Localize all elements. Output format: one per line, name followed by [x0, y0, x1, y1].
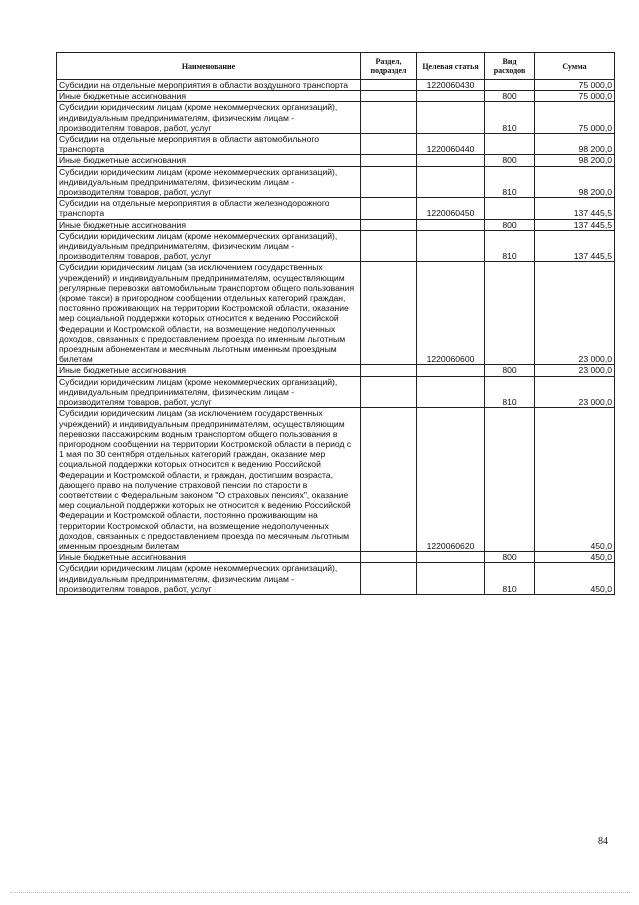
table-row [57, 198, 615, 219]
cell-razdel [361, 155, 417, 166]
cell-target [417, 219, 485, 230]
cell-sum: 75 000,0 [535, 80, 615, 91]
table-row [57, 552, 615, 563]
table-row [57, 102, 615, 134]
cell-name: Субсидии юридическим лицам (кроме некоммерческих организаций), индивидуальным предпринимателям, физическим лицам - производителям товаров, работ, услуг [57, 230, 361, 262]
cell-target [417, 230, 485, 262]
header-sum: Сумма [535, 53, 615, 80]
cell-vid: 810 [485, 166, 535, 198]
cell-razdel [361, 166, 417, 198]
cell-sum: 450,0 [535, 563, 615, 595]
cell-target: 1220060600 [417, 262, 485, 365]
cell-target: 1220060450 [417, 198, 485, 219]
cell-vid: 810 [485, 230, 535, 262]
cell-target [417, 552, 485, 563]
cell-razdel [361, 552, 417, 563]
cell-name: Иные бюджетные ассигнования [57, 552, 361, 563]
cell-sum: 137 445,5 [535, 219, 615, 230]
cell-name: Субсидии юридическим лицам (за исключением государственных учреждений) и индивидуальным предпринимателям, осуществляющим регулярные перевозки автомобильным транспортом общего пользования (кроме такси) в пригородном сообщении отдельных категорий граждан, постоянно проживающих на территории Костромской области, оказание мер социальной поддержки которых относится к ведению Российской Федерации и Костромской области, на возмещение недополученных доходов, связанных с предоставлением проезда по именным льготным проездным абонементам и месячным льготным именным проездным билетам [57, 262, 361, 365]
cell-name: Иные бюджетные ассигнования [57, 365, 361, 376]
cell-razdel [361, 365, 417, 376]
table-row [57, 219, 615, 230]
cell-sum: 23 000,0 [535, 365, 615, 376]
cell-target [417, 102, 485, 134]
cell-razdel [361, 91, 417, 102]
document-sheet [56, 52, 614, 595]
table-row [57, 155, 615, 166]
cell-sum: 75 000,0 [535, 91, 615, 102]
table-row [57, 80, 615, 91]
cell-vid [485, 262, 535, 365]
cell-vid: 810 [485, 376, 535, 408]
cell-vid: 800 [485, 219, 535, 230]
table-row [57, 408, 615, 552]
cell-name: Субсидии на отдельные мероприятия в области автомобильного транспорта [57, 134, 361, 155]
cell-vid: 810 [485, 563, 535, 595]
cell-name: Субсидии на отдельные мероприятия в области железнодорожного транспорта [57, 198, 361, 219]
cell-target [417, 365, 485, 376]
cell-target: 1220060430 [417, 80, 485, 91]
cell-target [417, 166, 485, 198]
cell-sum: 450,0 [535, 552, 615, 563]
table-row [57, 134, 615, 155]
cell-target [417, 155, 485, 166]
cell-vid [485, 80, 535, 91]
cell-target: 1220060620 [417, 408, 485, 552]
cell-sum: 137 445,5 [535, 198, 615, 219]
cell-name: Субсидии юридическим лицам (кроме некоммерческих организаций), индивидуальным предпринимателям, физическим лицам - производителям товаров, работ, услуг [57, 376, 361, 408]
cell-razdel [361, 563, 417, 595]
cell-sum: 137 445,5 [535, 230, 615, 262]
header-vid: Вид расходов [485, 53, 535, 80]
table-row [57, 376, 615, 408]
cell-target [417, 91, 485, 102]
cell-target [417, 376, 485, 408]
cell-razdel [361, 262, 417, 365]
cell-razdel [361, 102, 417, 134]
cell-vid: 800 [485, 155, 535, 166]
cell-razdel [361, 219, 417, 230]
table-header-row [57, 53, 615, 80]
cell-vid [485, 134, 535, 155]
scan-artifact-line [10, 892, 630, 894]
cell-name: Субсидии юридическим лицам (кроме некоммерческих организаций), индивидуальным предпринимателям, физическим лицам - производителям товаров, работ, услуг [57, 102, 361, 134]
cell-sum: 98 200,0 [535, 155, 615, 166]
header-target: Целевая статья [417, 53, 485, 80]
cell-vid: 810 [485, 102, 535, 134]
cell-razdel [361, 408, 417, 552]
cell-razdel [361, 198, 417, 219]
cell-name: Иные бюджетные ассигнования [57, 219, 361, 230]
cell-vid [485, 408, 535, 552]
table-row [57, 365, 615, 376]
cell-razdel [361, 230, 417, 262]
cell-vid: 800 [485, 552, 535, 563]
cell-vid: 800 [485, 365, 535, 376]
cell-target [417, 563, 485, 595]
cell-name: Субсидии юридическим лицам (за исключением государственных учреждений) и индивидуальным предпринимателям, осуществляющим перевозки пассажирским водным транспортом общего пользования в пригородном сообщении на территории Костромской области в период с 1 мая по 30 сентября отдельных категорий граждан, оказание мер социальной поддержки которых относится к ведению Российской Федерации и Костромской области, и граждан, достигшим возраста, дающего право на получение страховой пенсии по старости в соответствии с Федеральным законом "О страховых пенсиях", оказание мер социальной поддержки которых не относится к ведению Российской Федерации и Костромской области, постоянно проживающим на территории Костромской области, на возмещение недополученных доходов, связанных с предоставлением проезда по месячным льготным именным проездным билетам [57, 408, 361, 552]
cell-name: Иные бюджетные ассигнования [57, 155, 361, 166]
cell-name: Иные бюджетные ассигнования [57, 91, 361, 102]
cell-vid: 800 [485, 91, 535, 102]
table-body [57, 80, 615, 595]
table-row [57, 91, 615, 102]
table-row [57, 262, 615, 365]
cell-razdel [361, 376, 417, 408]
cell-name: Субсидии на отдельные мероприятия в области воздушного транспорта [57, 80, 361, 91]
cell-sum: 450,0 [535, 408, 615, 552]
header-name: Наименование [57, 53, 361, 80]
cell-name: Субсидии юридическим лицам (кроме некоммерческих организаций), индивидуальным предпринимателям, физическим лицам - производителям товаров, работ, услуг [57, 563, 361, 595]
cell-name: Субсидии юридическим лицам (кроме некоммерческих организаций), индивидуальным предпринимателям, физическим лицам - производителям товаров, работ, услуг [57, 166, 361, 198]
page-number: 84 [598, 836, 608, 847]
table-row [57, 563, 615, 595]
table-row [57, 230, 615, 262]
table-row [57, 166, 615, 198]
cell-vid [485, 198, 535, 219]
cell-sum: 98 200,0 [535, 134, 615, 155]
cell-target: 1220060440 [417, 134, 485, 155]
header-razdel: Раздел, подраздел [361, 53, 417, 80]
budget-table [56, 52, 615, 595]
cell-razdel [361, 80, 417, 91]
cell-razdel [361, 134, 417, 155]
cell-sum: 23 000,0 [535, 262, 615, 365]
cell-sum: 75 000,0 [535, 102, 615, 134]
cell-sum: 98 200,0 [535, 166, 615, 198]
cell-sum: 23 000,0 [535, 376, 615, 408]
